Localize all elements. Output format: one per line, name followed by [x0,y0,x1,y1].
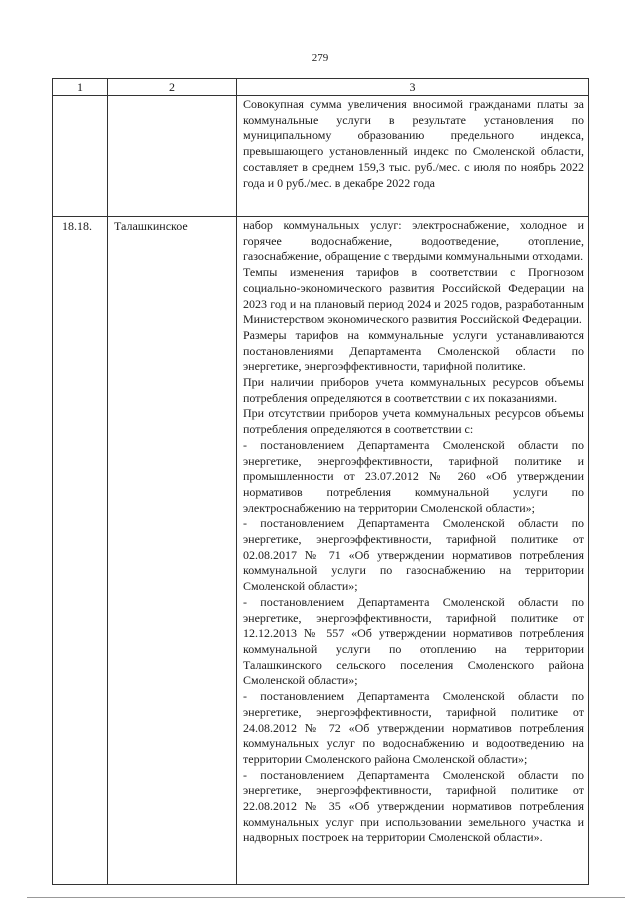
row-number-cell: 18.18. [53,217,108,885]
description-paragraph: - постановлением Департамента Смоленской области по энергетике, энергоэффективности, тарифной политике от 24.08.2012 № 72 «Об утверждении нормативов потребления коммунальных услуг по водоснабжению и водоотведению на территории Смоленского района Смоленской области»; [243,689,584,766]
description-paragraph: набор коммунальных услуг: электроснабжение, холодное и горячее водоснабжение, водоотведение, отопление, газоснабжение, обращение с твердыми коммунальными отходами. [243,218,584,264]
municipality-cell [108,96,237,217]
tariff-table [52,78,589,885]
description-paragraph: - постановлением Департамента Смоленской области по энергетике, энергоэффективности, тарифной политике от 12.12.2013 № 557 «Об утверждении нормативов потребления коммунальной услуги по отоплению на территории Талашкинского сельского поселения Смоленского района Смоленской области»; [243,594,584,688]
description-cell [237,96,589,217]
page-number: 279 [311,52,329,64]
description-paragraph: Совокупная сумма увеличения вносимой гражданами платы за коммунальные услуги в результате установления по муниципальному образованию предельного индекса, превышающего установленный индекс по Смоленской области, составляет в среднем 159,3 тыс. руб./мес. с июля по ноябрь 2022 года и 0 руб./мес. в декабре 2022 года [243,97,584,190]
description-paragraph: - постановлением Департамента Смоленской области по энергетике, энергоэффективности, тарифной политике от 02.08.2017 № 71 «Об утверждении нормативов потребления коммунальной услуги по газоснабжению на территории Смоленской области»; [243,516,584,594]
header-col-1: 1 [53,79,108,96]
header-col-3: 3 [237,79,589,96]
table-header-row [53,79,589,96]
description-paragraph: - постановлением Департамента Смоленской области по энергетике, энергоэффективности, тарифной политике и промышленности от 23.07.2012 № 260 «Об утверждении нормативов потребления коммунальной услуги по электроснабжению на территории Смоленской области»; [243,437,584,515]
description-paragraph: Темпы изменения тарифов в соответствии с Прогнозом социально-экономического развития Российской Федерации на 2023 год и на плановый период 2024 и 2025 годов, разработанным Министерством экономического развития Российской Федерации. [243,265,584,327]
description-cell [237,217,589,885]
header-col-2: 2 [108,79,237,96]
description-paragraph: Размеры тарифов на коммунальные услуги устанавливаются постановлениями Департамента Смоленской области по энергетике, энергоэффективности, тарифной политике. [243,327,584,374]
description-paragraph: - постановлением Департамента Смоленской области по энергетике, энергоэффективности, тарифной политике от 22.08.2012 № 35 «Об утверждении нормативов потребления коммунальных услуг при использовании земельного участка и надворных построек на территории Смоленской области». [243,767,584,845]
description-paragraph: При наличии приборов учета коммунальных ресурсов объемы потребления определяются в соответствии с их показаниями. [243,375,584,405]
municipality-cell: Талашкинское [108,217,237,885]
row-number-cell [53,96,108,217]
description-paragraph: При отсутствии приборов учета коммунальных ресурсов объемы потребления определяются в соответствии с: [243,406,584,437]
page-bottom-rule [27,897,625,898]
table-row [53,96,589,217]
table-row [53,217,589,885]
